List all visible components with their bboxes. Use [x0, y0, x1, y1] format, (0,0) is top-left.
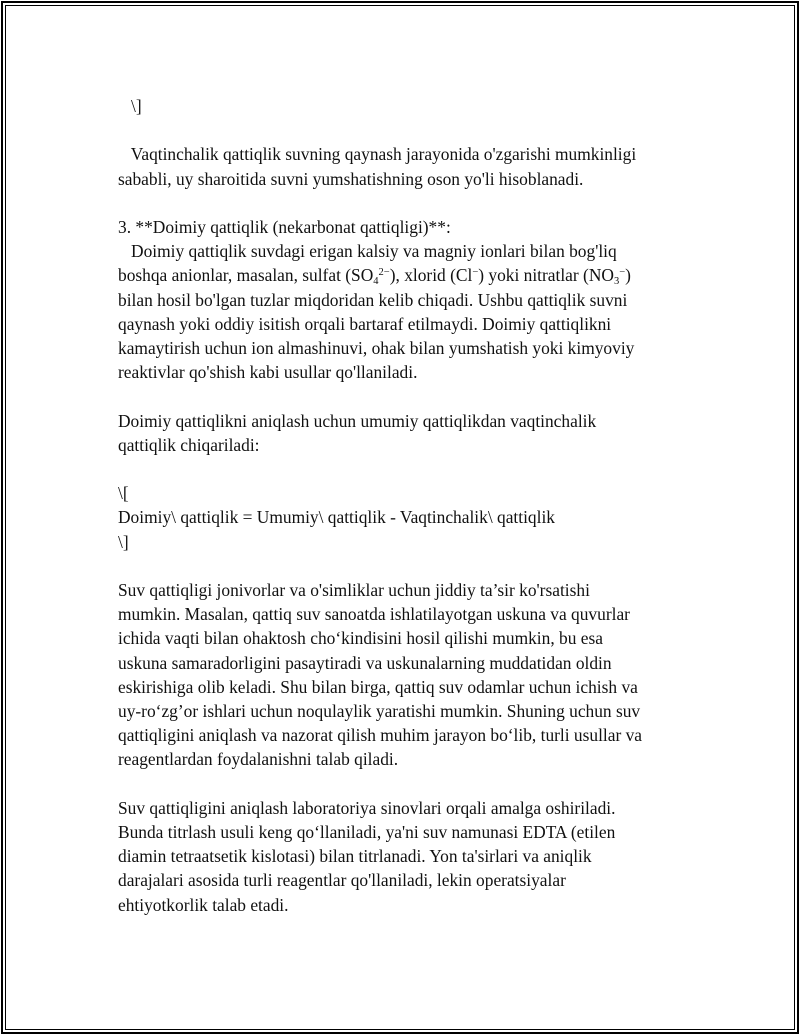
math-delimiter-open: \[ [118, 483, 129, 504]
text-line: ehtiyotkorlik talab etadi. [118, 894, 289, 915]
text-line: eskirishiga olib keladi. Shu bilan birga, qattiq suv odamlar uchun ichish va [118, 676, 638, 697]
document-body [118, 94, 678, 917]
text-line: uy-ro‘zg’or ishlari uchun noqulaylik yaratishi mumkin. Shuning uchun suv [118, 701, 641, 721]
math-delimiter-close: \] [118, 531, 129, 552]
paragraph-spacer [118, 554, 678, 578]
section-heading: 3. **Doimiy qattiqlik (nekarbonat qattiqligi)**: [118, 216, 451, 237]
text-line: sababli, uy sharoitida suvni yumshatishning oson yo'li hisoblanadi. [118, 168, 584, 189]
text-line: kamaytirish uchun ion almashinuvi, ohak bilan yumshatish yoki kimyoviy [118, 338, 635, 358]
text-line: \] [118, 96, 142, 116]
paragraph-determination [118, 409, 678, 457]
text-line: Suv qattiqligini aniqlash laboratoriya sinovlari orqali amalga oshiriladi. [118, 797, 616, 818]
text-line: qattiqlik chiqariladi: [118, 434, 260, 455]
text-fragment: boshqa anionlar, masalan, sulfat (SO [118, 265, 374, 286]
superscript: − [472, 267, 479, 279]
text-line: reaktivlar qo'shish kabi usullar qo'llaniladi. [118, 362, 418, 383]
paragraph-spacer [118, 191, 678, 215]
text-fragment: ) yoki nitratlar (NO [478, 265, 614, 286]
text-line: uskuna samaradorligini pasaytiradi va uskunalarning muddatidan oldin [118, 652, 612, 673]
paragraph-effects [118, 578, 678, 772]
superscript: 2− [378, 267, 390, 279]
paragraph-laboratory [118, 796, 678, 917]
text-line: darajalari asosida turli reagentlar qo'llaniladi, lekin operatsiyalar [118, 870, 566, 891]
paragraph-spacer [118, 384, 678, 408]
text-line: bilan hosil bo'lgan tuzlar miqdoridan kelib chiqadi. Ushbu qattiqlik suvni [118, 289, 628, 310]
text-fragment: ) [625, 265, 631, 286]
formula-block [118, 481, 678, 554]
formula-text: Doimiy\ qattiqlik = Umumiy\ qattiqlik - Vaqtinchalik\ qattiqlik [118, 507, 555, 528]
text-line: qattiqligini aniqlash va nazorat qilish muhim jarayon bo‘lib, turli usullar va [118, 725, 643, 746]
paragraph-spacer [118, 772, 678, 796]
paragraph-permanent-hardness [118, 215, 678, 384]
text-line: Doimiy qattiqlikni aniqlash uchun umumiy qattiqlikdan vaqtinchalik [118, 410, 597, 431]
subscript: 3 [613, 276, 620, 288]
text-line: reagentlardan foydalanishni talab qiladi. [118, 749, 399, 770]
text-line: Suv qattiqligi jonivorlar va o'simliklar uchun jiddiy ta’sir ko'rsatishi [118, 579, 590, 600]
subscript: 4 [373, 276, 379, 288]
text-line: diamin tetraatsetik kislotasi) bilan titrlanadi. Yon ta'sirlari va aniqlik [118, 846, 592, 867]
text-line: Doimiy qattiqlik suvdagi erigan kalsiy va magniy ionlari bilan bog'liq [118, 241, 617, 262]
text-line: mumkin. Masalan, qattiq suv sanoatda ishlatilayotgan uskuna va quvurlar [118, 604, 630, 625]
text-line: Bunda titrlash usuli keng qo‘llaniladi, ya'ni suv namunasi EDTA (etilen [118, 822, 616, 842]
text-line: qaynash yoki oddiy isitish orqali bartaraf etilmaydi. Doimiy qattiqlikni [118, 313, 612, 334]
text-line: ichida vaqti bilan ohaktosh cho‘kindisini hosil qilishi mumkin, bu esa [118, 628, 603, 649]
superscript: − [619, 267, 626, 279]
text-fragment: ), xlorid (Cl [389, 265, 473, 286]
paragraph-temporary-hardness [118, 142, 678, 190]
paragraph-spacer [118, 118, 678, 142]
text-line: Vaqtinchalik qattiqlik suvning qaynash jarayonida o'zgarishi mumkinligi [118, 144, 637, 165]
paragraph-math-close [118, 94, 678, 118]
text-line-with-formulas [118, 263, 678, 287]
paragraph-spacer [118, 457, 678, 481]
